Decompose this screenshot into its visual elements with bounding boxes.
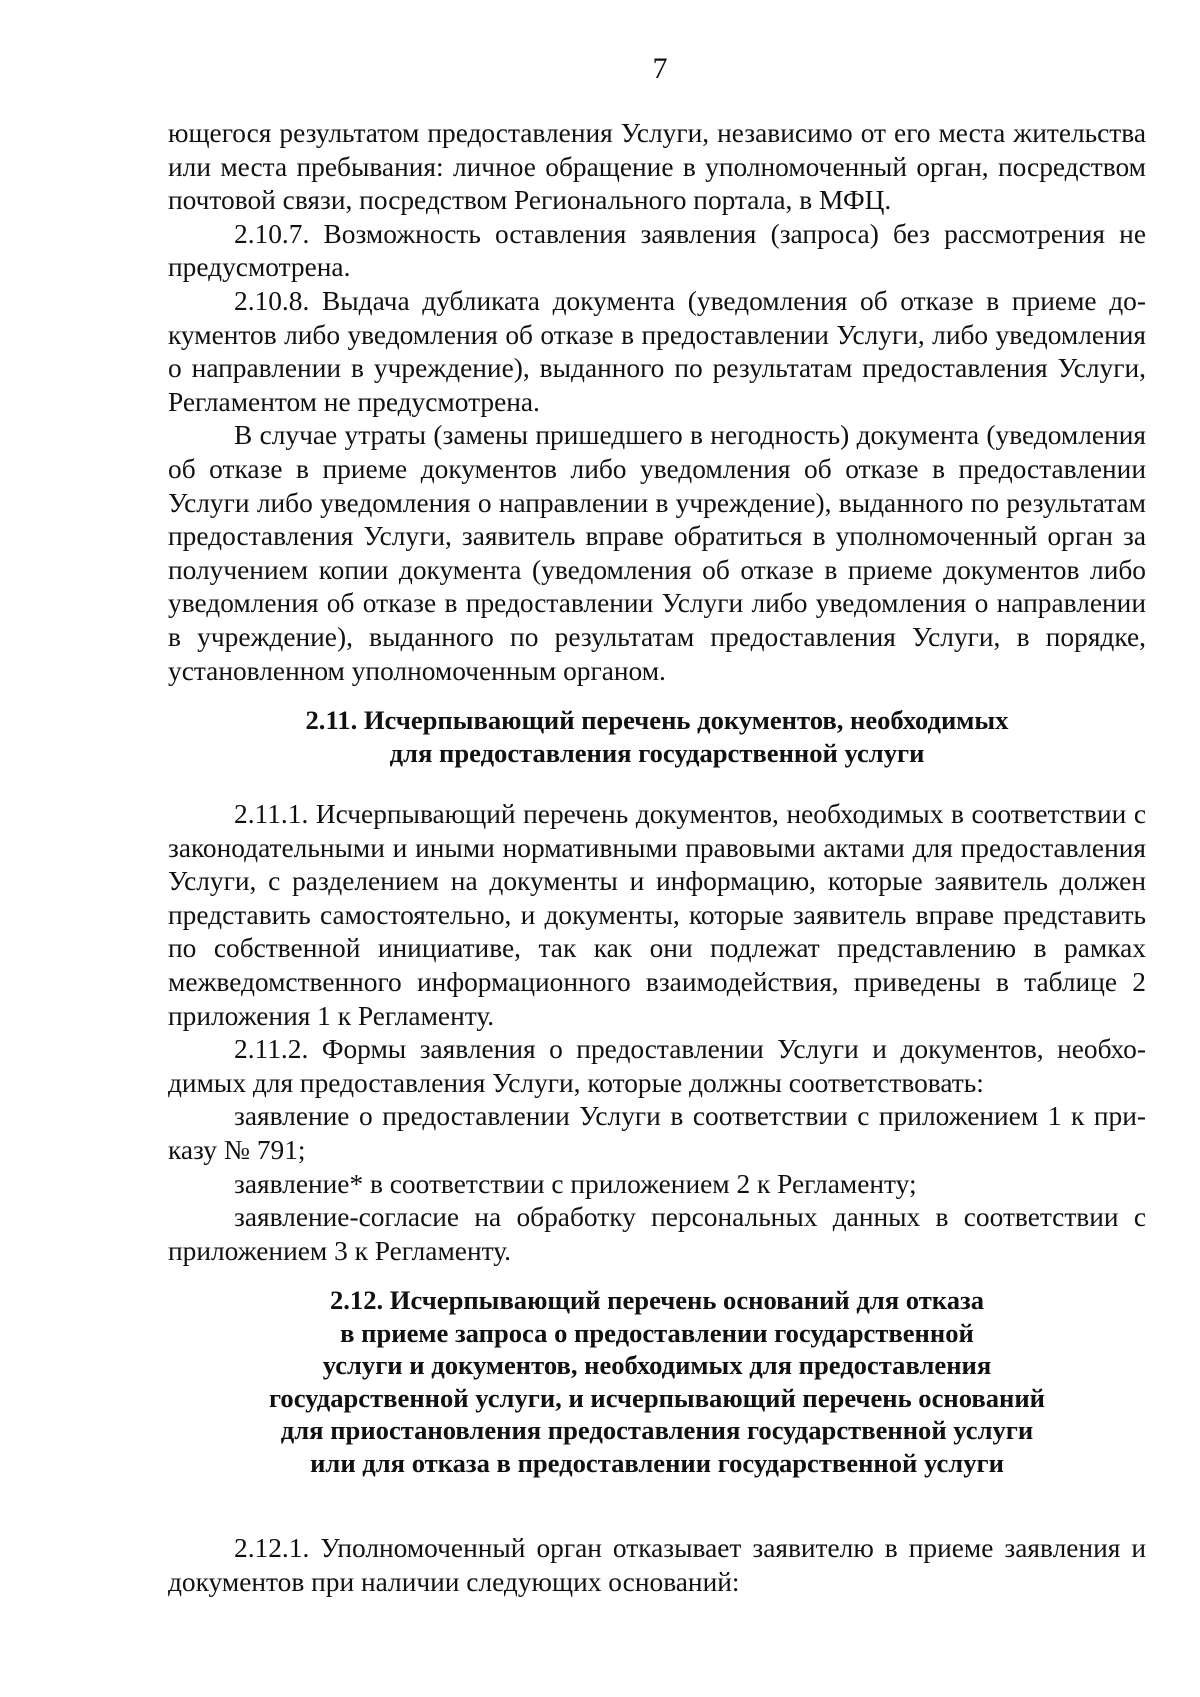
paragraph: ющегося результатом предоставления Услуги, независимо от его места жительства или места пребывания: личное обращение в уполномоченный орган, посредством почтовой связи, посредством Регионального портала, в МФЦ. (168, 118, 1146, 216)
heading-line: 2.11. Исчерпывающий перечень документов, необходимых (305, 705, 1009, 735)
section-heading-2-12 (168, 1284, 1146, 1480)
paragraph-2-11-2: 2.11.2. Формы заявления о предоставлении Услуги и документов, необходимых для предоставления Услуги, которые должны соответствовать: (168, 1034, 1146, 1098)
section-2-11-body (168, 798, 1146, 1268)
paragraph: В случае утраты (замены пришедшего в негодность) документа (уведомления об отказе в приеме документов либо уведомления об отказе в предоставлении Услуги либо уведомления о направлении в учреждение), выданного по результатам предоставления Услуги, заявитель вправе обратиться в уполномоченный орган за получением копии документа (уведомления об отказе в приеме документов либо уведомления об отказе в предоставлении Услуги либо уведомления о направлении в учреждение), выданного по результатам предоставления Услуги, в порядке, установленном уполномоченным органом. (168, 420, 1146, 686)
paragraph-2-11-1: 2.11.1. Исчерпывающий перечень документов, необходимых в соответствии с законодательными и иными нормативными правовыми актами для предоставления Услуги, с разделением на документы и информацию, которые заявитель должен представить самостоятельно, и документы, которые заявитель вправе представить по собственной инициативе, так как они подлежат представлению в рамках межведомственного информационного взаимодействия, приведены в таблице 2 приложения 1 к Регламенту. (168, 799, 1146, 1031)
heading-line: или для отказа в предоставлении государственной услуги (310, 1447, 1004, 1478)
heading-line: для приостановления предоставления государственной услуги (280, 1415, 1034, 1446)
heading-line: для предоставления государственной услуги (389, 737, 925, 768)
section-2-12-body (168, 1532, 1146, 1599)
list-item: заявление* в соответствии с приложением 2 к Регламенту; (234, 1168, 917, 1199)
heading-line: в приеме запроса о предоставлении государственной (340, 1317, 974, 1348)
heading-line: услуги и документов, необходимых для предоставления (322, 1350, 992, 1381)
page-number: 7 (652, 52, 668, 85)
list-item: заявление о предоставлении Услуги в соответствии с приложением 1 к приказу № 791; (168, 1101, 1146, 1165)
list-item: заявление-согласие на обработку персональных данных в соответствии с приложением 3 к Регламенту. (168, 1202, 1146, 1266)
heading-line: государственной услуги, и исчерпывающий перечень оснований (268, 1382, 1045, 1413)
section-2-10-continuation (168, 117, 1146, 688)
section-heading-2-11 (168, 704, 1146, 769)
heading-line: 2.12. Исчерпывающий перечень оснований для отказа (329, 1285, 985, 1315)
paragraph-2-10-8: 2.10.8. Выдача дубликата документа (уведомления об отказе в приеме документов либо уведомления об отказе в предоставлении Услуги, либо уведомления о направлении в учреждение), выданного по результатам предоставления Услуги, Регламентом не предусмотрена. (168, 285, 1146, 417)
paragraph-2-12-1: 2.12.1. Уполномоченный орган отказывает заявителю в приеме заявления и документов при наличии следующих оснований: (168, 1533, 1146, 1597)
paragraph-2-10-7: 2.10.7. Возможность оставления заявления (запроса) без рассмотрения не предусмотрена. (168, 218, 1146, 283)
